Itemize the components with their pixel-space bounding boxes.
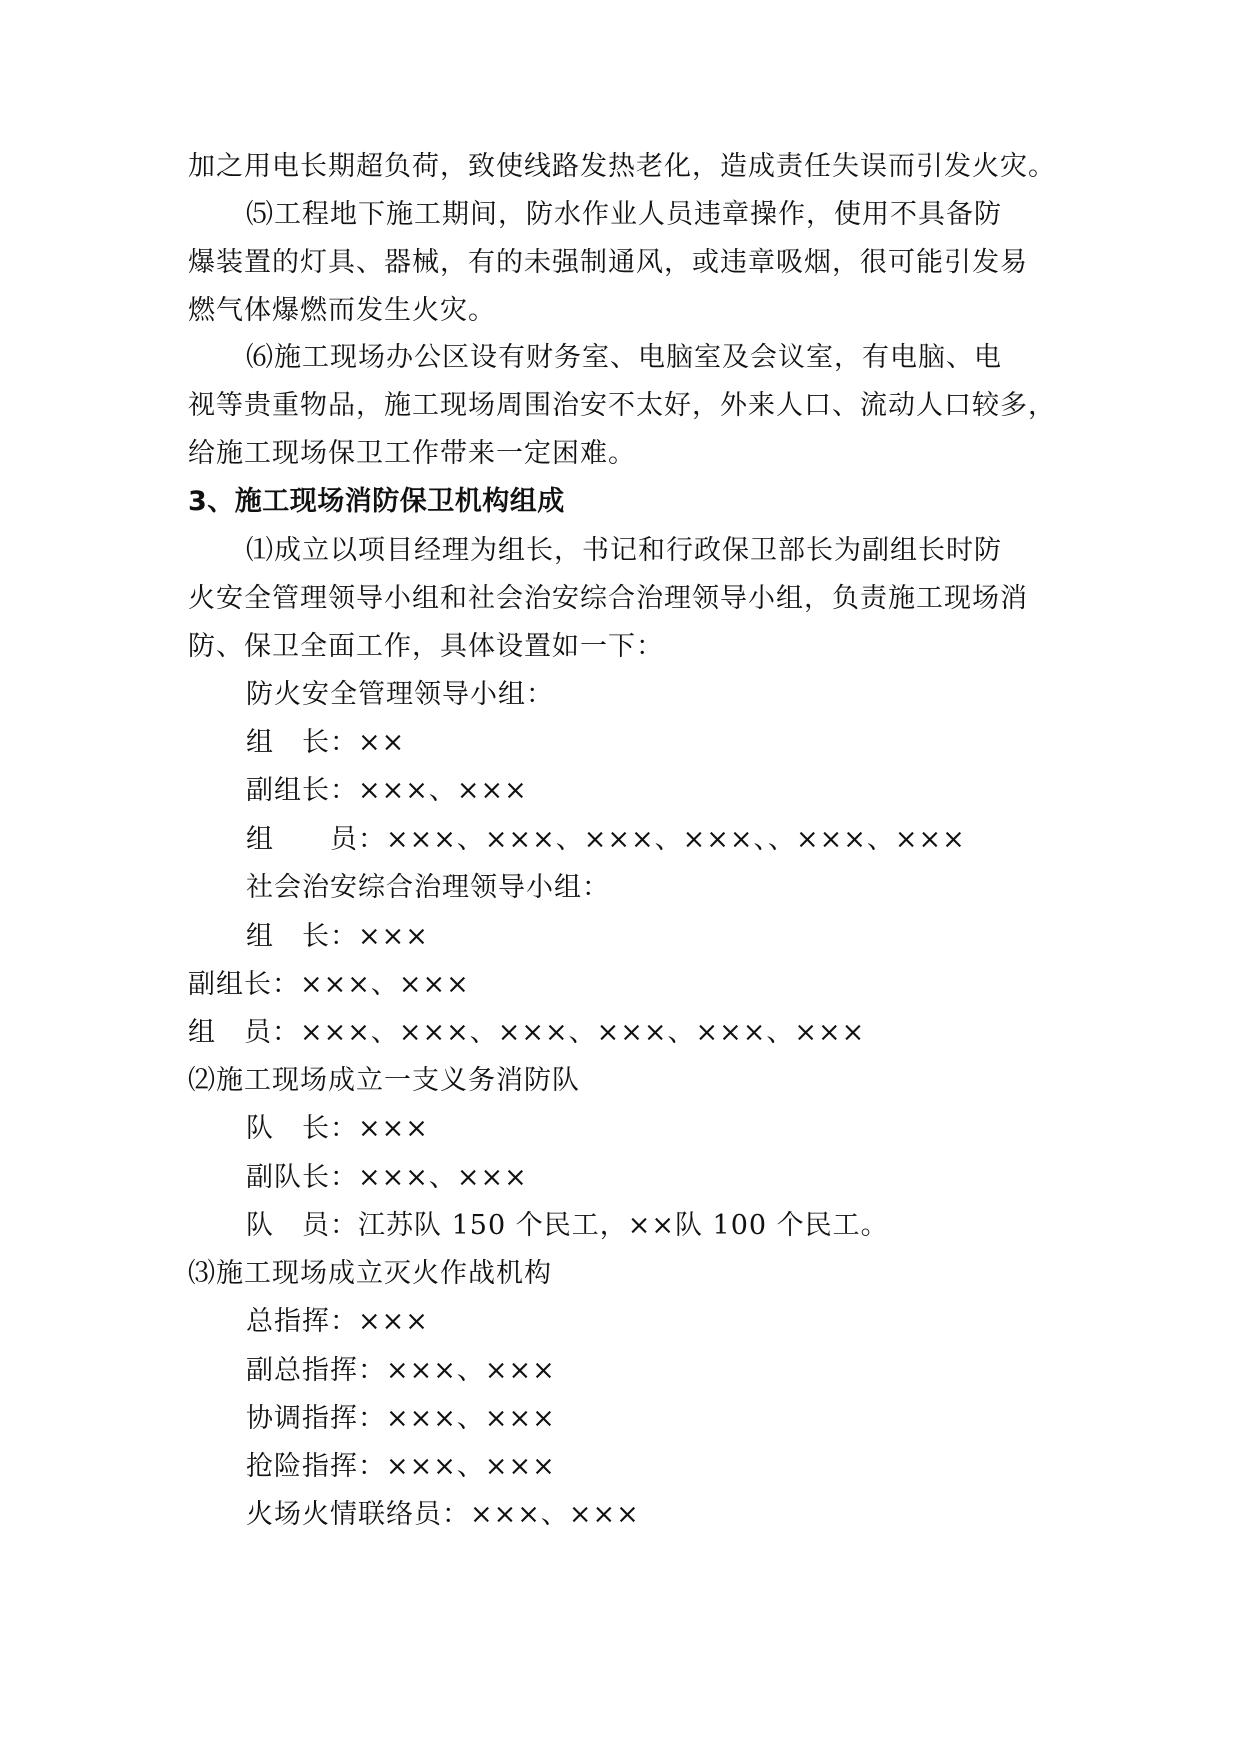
list-line: 组 长：×× bbox=[246, 727, 406, 758]
list-line: 社会治安综合治理领导小组： bbox=[246, 872, 610, 903]
paragraph-line: 火安全管理领导小组和社会治安综合治理领导小组，负责施工现场消 bbox=[188, 583, 1028, 614]
list-line: ⑶施工现场成立灭火作战机构 bbox=[188, 1258, 552, 1289]
list-line: 队 员：江苏队 150 个民工，××队 100 个民工。 bbox=[246, 1210, 889, 1241]
list-line: 总指挥：××× bbox=[246, 1306, 429, 1337]
section-heading: 3、施工现场消防保卫机构组成 bbox=[188, 486, 565, 517]
list-line: 副队长：×××、××× bbox=[246, 1162, 528, 1193]
list-line: 副组长：×××、××× bbox=[188, 969, 470, 1000]
list-line: 组 员：×××、×××、×××、×××、、×××、××× bbox=[246, 824, 966, 855]
paragraph-line: 给施工现场保卫工作带来一定困难。 bbox=[188, 438, 636, 469]
paragraph-line: 燃气体爆燃而发生火灾。 bbox=[188, 295, 496, 326]
paragraph-line: 爆装置的灯具、器械，有的未强制通风，或违章吸烟，很可能引发易 bbox=[188, 247, 1028, 278]
list-line: 组 长：××× bbox=[246, 921, 429, 952]
list-line: 抢险指挥：×××、××× bbox=[246, 1451, 556, 1482]
paragraph-line: ⑹施工现场办公区设有财务室、电脑室及会议室，有电脑、电 bbox=[246, 342, 1002, 373]
list-line: 副总指挥：×××、××× bbox=[246, 1355, 556, 1386]
list-line: 火场火情联络员：×××、××× bbox=[246, 1499, 640, 1530]
paragraph-line: 加之用电长期超负荷，致使线路发热老化，造成责任失误而引发火灾。 bbox=[188, 151, 1056, 182]
paragraph-line: 防、保卫全面工作，具体设置如一下： bbox=[188, 631, 664, 662]
list-line: 防火安全管理领导小组： bbox=[246, 679, 554, 710]
paragraph-line: ⑸工程地下施工期间，防水作业人员违章操作，使用不具备防 bbox=[246, 199, 1002, 230]
paragraph-line: 视等贵重物品，施工现场周围治安不太好，外来人口、流动人口较多， bbox=[188, 390, 1056, 421]
list-line: 队 长：××× bbox=[246, 1113, 429, 1144]
paragraph-line: ⑴成立以项目经理为组长，书记和行政保卫部长为副组长时防 bbox=[246, 535, 1002, 566]
list-line: 组 员：×××、×××、×××、×××、×××、××× bbox=[188, 1017, 866, 1048]
list-line: 副组长：×××、××× bbox=[246, 775, 528, 806]
list-line: 协调指挥：×××、××× bbox=[246, 1403, 556, 1434]
list-line: ⑵施工现场成立一支义务消防队 bbox=[188, 1065, 580, 1096]
